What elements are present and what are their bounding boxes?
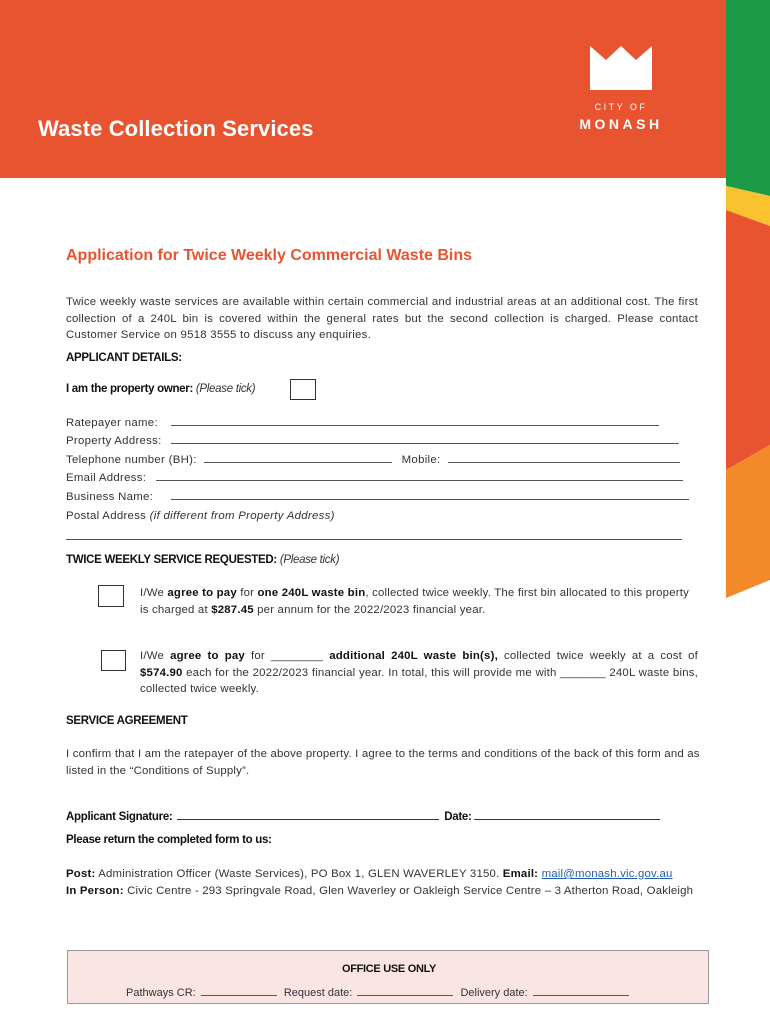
office-use-title: OFFICE USE ONLY [341, 963, 437, 975]
service-agreement-heading: SERVICE AGREEMENT [66, 715, 188, 727]
pathways-label: Pathways CR: [126, 987, 196, 999]
option2-pre: I/We [140, 650, 171, 662]
option2-price: $574.90 [140, 666, 183, 679]
postal-address-hint: (if different from Property Address) [149, 510, 335, 522]
office-use-fields [126, 987, 629, 999]
option2-end: each for the 2022/2023 financial year. In total, this will provide me with _______ 240L waste bins, collected twice weekly. [140, 666, 698, 695]
option2-bold: additional 240L waste bin(s), [329, 650, 498, 662]
form-heading: Application for Twice Weekly Commercial Waste Bins [66, 247, 473, 264]
email-label: Email Address: [66, 472, 147, 484]
logo-monash: MONASH [579, 116, 663, 132]
service-requested-hint: (Please tick) [279, 554, 340, 566]
property-address-label: Property Address: [66, 435, 162, 447]
telephone-label: Telephone number (BH): [66, 454, 197, 466]
ratepayer-label: Ratepayer name: [66, 417, 158, 429]
option2-agree: agree to pay [170, 650, 245, 662]
date-blank[interactable] [474, 810, 660, 820]
postal-address-field [66, 510, 335, 522]
post-label: Post: [66, 868, 96, 880]
business-name-blank[interactable] [171, 490, 689, 500]
email-contact-label: Email: [502, 868, 539, 880]
return-details [66, 866, 700, 899]
property-address-field[interactable] [66, 434, 679, 447]
pathways-blank[interactable] [201, 987, 277, 996]
mobile-blank[interactable] [448, 453, 680, 463]
office-use-box [67, 950, 709, 1004]
page-title: Waste Collection Services [38, 116, 314, 141]
request-date-label: Request date: [283, 987, 353, 999]
ratepayer-field[interactable] [66, 416, 659, 429]
signature-label: Applicant Signature: [66, 811, 173, 823]
in-person-text: Civic Centre - 293 Springvale Road, Glen Waverley or Oakleigh Service Centre – 3 Atherton Road, Oakleigh [123, 884, 694, 897]
logo-city-of: CITY OF [594, 102, 648, 112]
ratepayer-blank[interactable] [171, 416, 659, 426]
option1-mid: for [236, 587, 258, 599]
telephone-blank[interactable] [204, 453, 392, 463]
email-blank[interactable] [156, 471, 683, 481]
mobile-label: Mobile: [401, 454, 441, 466]
email-field[interactable] [66, 471, 683, 484]
delivery-date-blank[interactable] [533, 987, 629, 996]
service-requested-row [66, 554, 339, 566]
option1-bold: one 240L waste bin [257, 587, 366, 599]
return-heading: Please return the completed form to us: [66, 834, 272, 846]
date-label: Date: [444, 811, 472, 823]
postal-address-label: Postal Address [66, 510, 147, 522]
email-link[interactable]: mail@monash.vic.gov.au [541, 868, 673, 880]
one-bin-checkbox[interactable] [98, 585, 124, 607]
intro-paragraph: Twice weekly waste services are available within certain commercial and industrial areas at an additional cost. The first collection of a 240L bin is covered within the general rates but the second collection is charged. Please contact Customer Service on 9518 3555 to discuss any enquiries. [66, 296, 698, 341]
option2-mid: for ________ [244, 650, 330, 662]
owner-row [66, 383, 255, 395]
property-owner-checkbox[interactable] [290, 379, 316, 400]
in-person-label: In Person: [66, 884, 124, 897]
postal-address-blank[interactable] [66, 539, 682, 540]
owner-label: I am the property owner: [66, 383, 193, 395]
additional-bins-checkbox[interactable] [101, 650, 126, 671]
delivery-date-label: Delivery date: [460, 987, 528, 999]
option2-post: collected twice weekly at a cost of [497, 650, 698, 662]
option1-end: per annum for the 2022/2023 financial year. [253, 603, 486, 616]
business-name-field[interactable] [66, 490, 689, 503]
option-one-bin [140, 585, 700, 618]
owner-hint: (Please tick) [195, 383, 256, 395]
telephone-field[interactable] [66, 453, 680, 466]
agreement-text: I confirm that I am the ratepayer of the above property. I agree to the terms and conditions of the back of this form and as listed in the “Conditions of Supply”. [66, 748, 700, 777]
applicant-details-heading: APPLICANT DETAILS: [66, 352, 182, 364]
option1-pre: I/We [140, 587, 168, 599]
request-date-blank[interactable] [357, 987, 453, 996]
signature-blank[interactable] [177, 810, 439, 820]
property-address-blank[interactable] [171, 434, 679, 444]
option1-price: $287.45 [211, 603, 254, 616]
post-text: Administration Officer (Waste Services), PO Box 1, GLEN WAVERLEY 3150. [95, 868, 503, 880]
option-additional-bins [140, 648, 698, 698]
signature-row [66, 810, 660, 823]
option1-post: , collected twice weekly. The first bin allocated to this property is charged at [140, 587, 689, 616]
business-name-label: Business Name: [66, 491, 154, 503]
option1-agree: agree to pay [167, 587, 237, 599]
service-requested-heading: TWICE WEEKLY SERVICE REQUESTED: [66, 554, 277, 566]
